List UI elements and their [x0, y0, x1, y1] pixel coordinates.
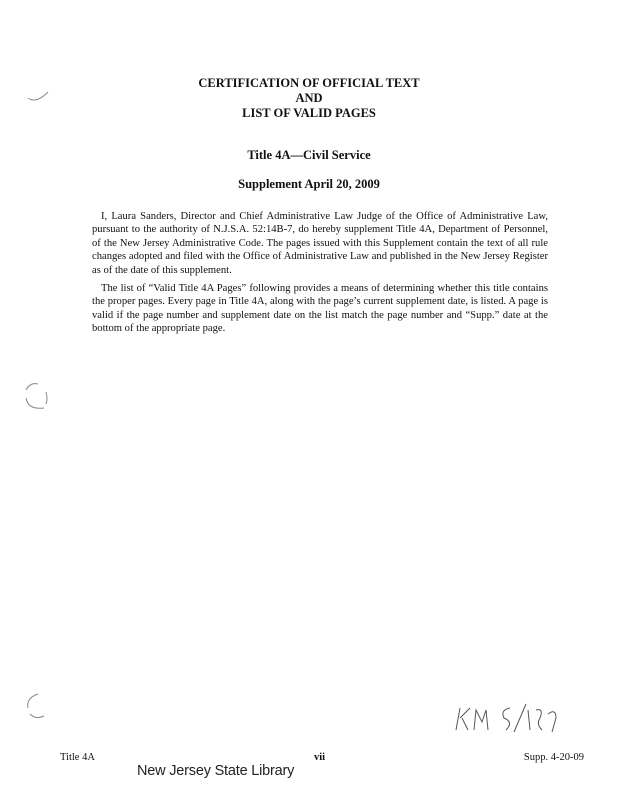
- paragraph-text: The list of “Valid Title 4A Pages” following provides a means of determining whether this title contains the proper pages. Every page in Title 4A, along with the page’s current supplement date, is listed. A page is valid if the page number and supplement date on the list match the page number and “Supp.” date at the bottom of the appropriate page.: [92, 283, 548, 335]
- paragraph-certification: [92, 210, 548, 277]
- footer-page-number: vii: [314, 752, 326, 763]
- heading-line-2: AND: [295, 91, 323, 105]
- title-name: Title 4A—Civil Service: [247, 148, 371, 162]
- punch-hole-mark: [26, 84, 52, 106]
- certification-heading: [0, 76, 618, 121]
- punch-hole-mark: [22, 690, 52, 722]
- punch-hole-mark: [22, 380, 52, 416]
- footer-title: Title 4A: [60, 752, 95, 763]
- paragraph-text: I, Laura Sanders, Director and Chief Administrative Law Judge of the Office of Administrative Law, pursuant to the authority of N.J.S.A. 52:14B-7, do hereby supplement Title 4A, Department of Personnel, of the New Jersey Administrative Code. The pages issued with this Supplement contain the text of all rule changes adopted and filed with the Office of Administrative Law and published in the New Jersey Register as of the date of this supplement.: [92, 211, 548, 276]
- paragraph-valid-pages: [92, 282, 548, 336]
- library-stamp: New Jersey State Library: [137, 763, 295, 779]
- heading-line-3: LIST OF VALID PAGES: [242, 106, 376, 120]
- handwritten-initials-date: [452, 700, 572, 740]
- supplement-date: Supplement April 20, 2009: [238, 177, 380, 191]
- heading-line-1: CERTIFICATION OF OFFICIAL TEXT: [198, 76, 420, 90]
- footer-supplement: Supp. 4-20-09: [523, 752, 584, 763]
